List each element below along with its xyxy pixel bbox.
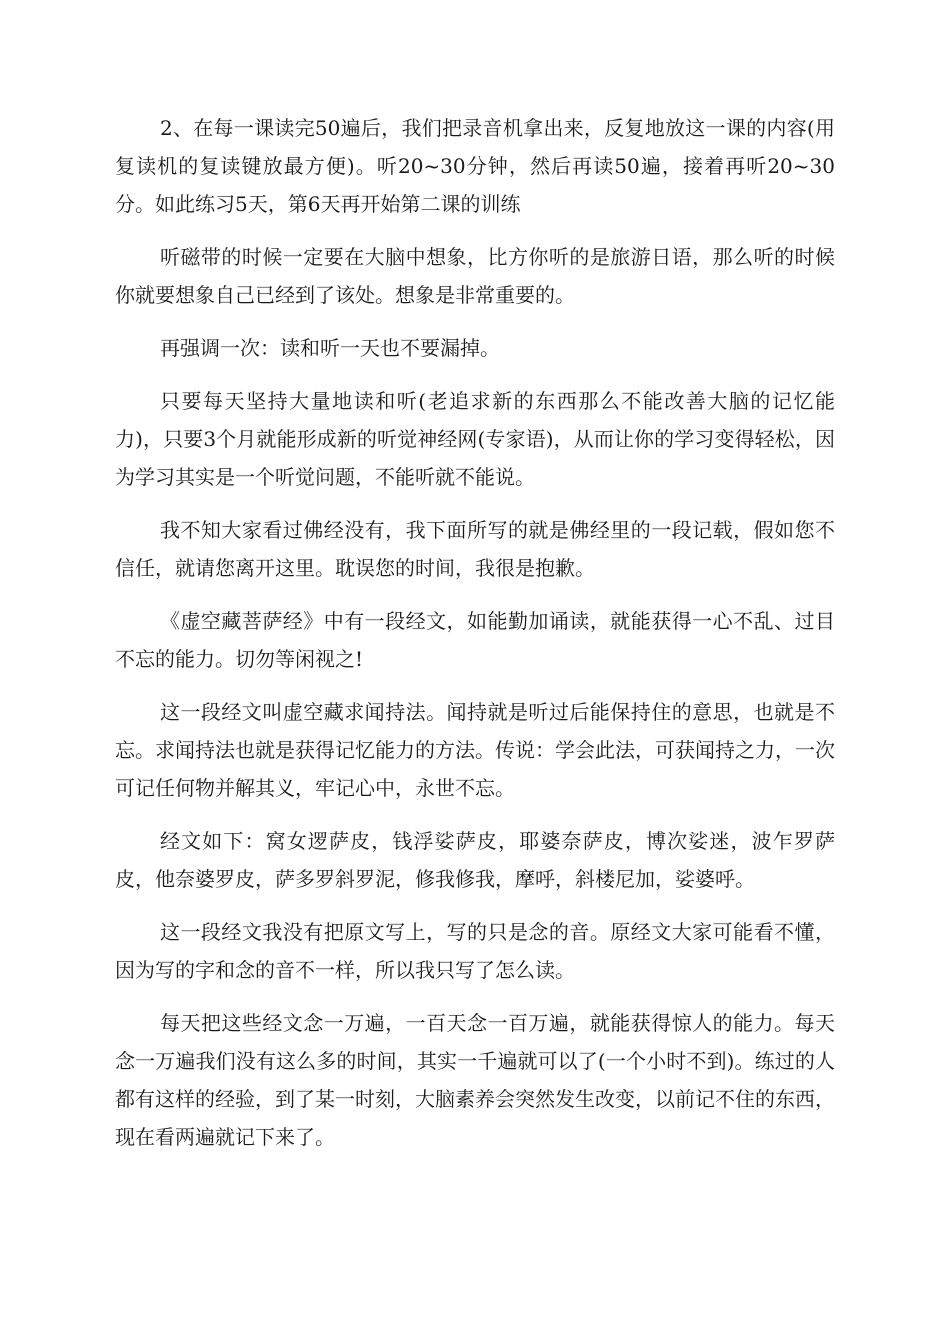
paragraph: 只要每天坚持大量地读和听(老追求新的东西那么不能改善大脑的记忆能力)，只要3个月就能形成新的听觉神经网(专家语)，从而让你的学习变得轻松，因为学习其实是一个听觉问题，不能听就不能说。 [115, 389, 835, 489]
paragraph: 我不知大家看过佛经没有，我下面所写的就是佛经里的一段记载，假如您不信任，就请您离开这里。耽误您的时间，我很是抱歉。 [115, 518, 835, 580]
paragraph: 这一段经文叫虚空藏求闻持法。闻持就是听过后能保持住的意思，也就是不忘。求闻持法也就是获得记忆能力的方法。传说：学会此法，可获闻持之力，一次可记任何物并解其义，牢记心中，永世不忘。 [115, 700, 835, 800]
paragraph: 这一段经文我没有把原文写上，写的只是念的音。原经文大家可能看不懂，因为写的字和念的音不一样，所以我只写了怎么读。 [115, 920, 835, 982]
paragraph: 2、在每一课读完50遍后，我们把录音机拿出来，反复地放这一课的内容(用复读机的复读键放最方便)。听20~30分钟，然后再读50遍，接着再听20~30分。如此练习5天，第6天再开始第二课的训练 [115, 116, 835, 216]
document-body [115, 109, 835, 1171]
paragraph: 《虚空藏菩萨经》中有一段经文，如能勤加诵读，就能获得一心不乱、过目不忘的能力。切勿等闲视之! [115, 609, 835, 671]
paragraph: 听磁带的时候一定要在大脑中想象，比方你听的是旅游日语，那么听的时候你就要想象自己已经到了该处。想象是非常重要的。 [115, 245, 835, 307]
paragraph: 再强调一次：读和听一天也不要漏掉。 [160, 336, 500, 360]
paragraph: 经文如下：窝女逻萨皮，钱浮娑萨皮，耶婆奈萨皮，博次娑迷，波乍罗萨皮，他奈婆罗皮，萨多罗斜罗泥，修我修我，摩呼，斜楼尼加，娑婆呼。 [115, 829, 835, 891]
paragraph: 每天把这些经文念一万遍，一百天念一百万遍，就能获得惊人的能力。每天念一万遍我们没有这么多的时间，其实一千遍就可以了(一个小时不到)。练过的人都有这样的经验，到了某一时刻，大脑素养会突然发生改变，以前记不住的东西，现在看两遍就记下来了。 [115, 1011, 835, 1149]
